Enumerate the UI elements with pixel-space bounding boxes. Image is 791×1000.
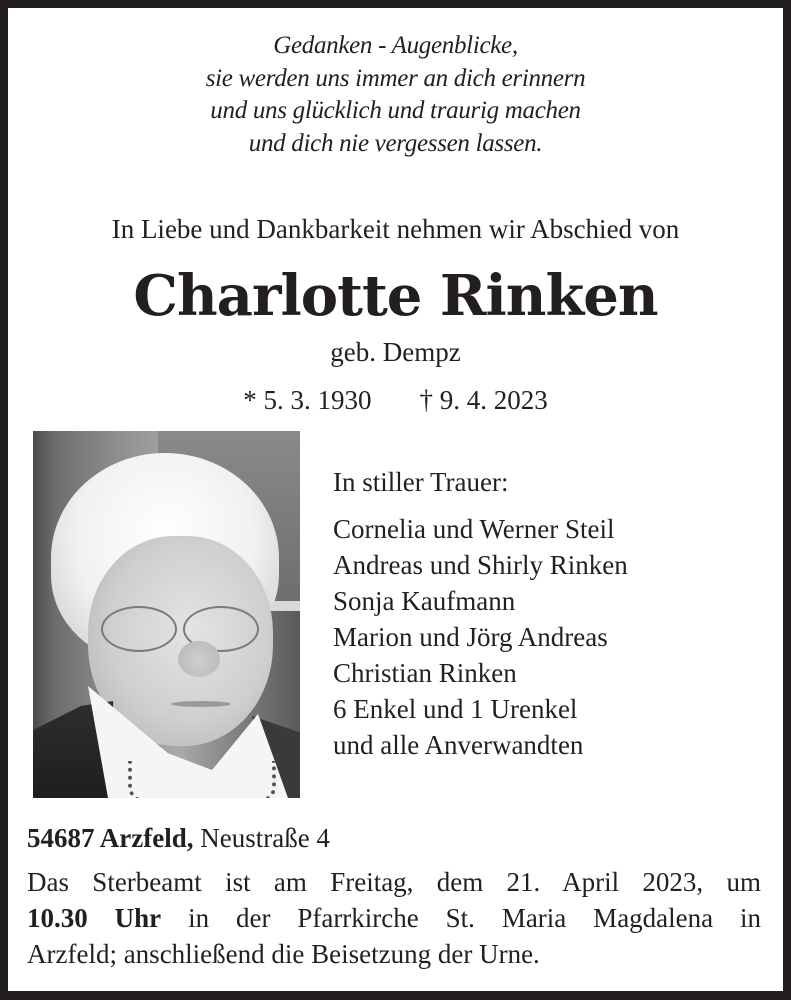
mourner-entry: Sonja Kaufmann	[333, 586, 516, 616]
photo-mouth	[171, 701, 231, 707]
mourners-block	[333, 464, 628, 763]
mourner-entry: Cornelia und Werner Steil	[333, 514, 615, 544]
poem-line: sie werden uns immer an dich erinnern	[205, 64, 586, 92]
service-line	[27, 900, 761, 936]
service-line: Arzfeld; anschließend die Beisetzung der Urne.	[27, 939, 540, 969]
poem-line: und uns glücklich und traurig machen	[210, 97, 581, 124]
death-date: † 9. 4. 2023	[419, 385, 548, 415]
memorial-poem	[8, 30, 783, 160]
address-city: 54687 Arzfeld,	[27, 823, 194, 853]
mourners-list	[333, 511, 628, 763]
service-location: in der Pfarrkirche St. Maria Magdalena in	[188, 903, 762, 933]
obituary-notice	[8, 8, 783, 991]
mourner-entry: Marion und Jörg Andreas	[333, 622, 608, 652]
service-details	[27, 864, 761, 972]
photo-nose	[178, 641, 220, 677]
photo-necklace	[128, 761, 276, 798]
poem-line: Gedanken - Augenblicke,	[273, 32, 518, 59]
service-time: 10.30 Uhr	[27, 903, 162, 933]
mourner-entry: Andreas und Shirly Rinken	[333, 550, 628, 580]
life-dates	[8, 382, 783, 418]
poem-line: und dich nie vergessen lassen.	[248, 129, 543, 157]
mourner-entry: und alle Anverwandten	[333, 730, 584, 760]
maiden-name: geb. Dempz	[330, 337, 461, 367]
farewell-line: In Liebe und Dankbarkeit nehmen wir Abschied von	[111, 214, 680, 244]
mourners-heading: In stiller Trauer:	[333, 467, 509, 497]
service-line: Das Sterbeamt ist am Freitag, dem 21. April 2023, um	[27, 867, 761, 897]
family-address	[27, 820, 330, 856]
deceased-name: Charlotte Rinken	[133, 263, 658, 329]
mourner-entry: Christian Rinken	[333, 658, 517, 688]
mourner-entry: 6 Enkel und 1 Urenkel	[333, 694, 578, 724]
portrait-photo	[33, 431, 300, 798]
glasses-left-lens	[101, 606, 177, 652]
birth-date: * 5. 3. 1930	[243, 385, 372, 415]
address-street: Neustraße 4	[200, 823, 330, 853]
